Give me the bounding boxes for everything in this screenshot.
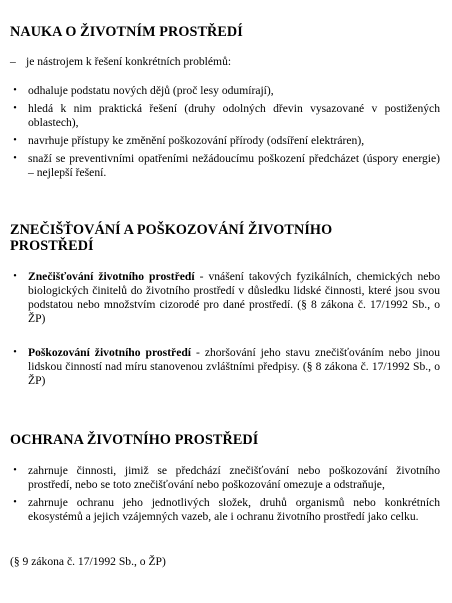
- list-item: [10, 464, 440, 492]
- definition-list: [10, 346, 440, 392]
- list-item: [10, 496, 440, 524]
- definition-item: [10, 270, 440, 326]
- bullet-icon: •: [13, 347, 17, 358]
- definition-term: Znečišťování životního prostředí: [28, 270, 195, 283]
- section-title-znecistovani: ZNEČIŠŤOVÁNÍ A POŠKOZOVÁNÍ ŽIVOTNÍHO PROSTŘEDÍ: [10, 222, 333, 254]
- definition-list: [10, 270, 440, 330]
- bullet-icon: •: [13, 271, 17, 282]
- list-item-text: zahrnuje ochranu jeho jednotlivých složek, druhů organismů nebo konkrétních ekosystémů a jejich vzájemných vazeb, ale i ochranu životního prostředí jako celku.: [28, 496, 440, 523]
- list-item-text: hledá k nim praktická řešení (druhy odolných dřevin vysazované v postižených oblastech),: [28, 102, 440, 129]
- definition-item: [10, 346, 440, 388]
- intro-line: [10, 55, 440, 69]
- bullet-icon: •: [13, 497, 17, 508]
- list-item-text: odhaluje podstatu nových dějů (proč lesy odumírají),: [28, 84, 274, 97]
- list-item: [10, 102, 440, 130]
- ochrana-list: [10, 464, 440, 528]
- definition-text: - vnášení takových fyzikálních, chemických nebo biologických činitelů do životního prostředí v důsledku lidské činnosti, které jsou svou podstatou nebo množstvím cizorodé pro dané prostředí. (§ 8 zákona č. 17/1992 Sb., o ŽP): [28, 270, 440, 325]
- bullet-icon: •: [13, 135, 17, 146]
- definition-term: Poškozování životního prostředí: [28, 346, 192, 359]
- bullet-icon: •: [13, 153, 17, 164]
- list-item-text: zahrnuje činnosti, jimiž se předchází znečišťování nebo poškozování životního prostředí, nebo se toto znečišťování nebo poškozování omezuje a odstraňuje,: [28, 464, 440, 491]
- bullet-icon: •: [13, 465, 17, 476]
- bullet-icon: •: [13, 103, 17, 114]
- section-title-nauka: NAUKA O ŽIVOTNÍM PROSTŘEDÍ: [10, 24, 243, 40]
- section-title-ochrana: OCHRANA ŽIVOTNÍHO PROSTŘEDÍ: [10, 432, 259, 448]
- intro-text: je nástrojem k řešení konkrétních problémů:: [26, 55, 232, 68]
- list-item-text: navrhuje přístupy ke změnění poškozování přírody (odsíření elektráren),: [28, 134, 365, 147]
- dash-marker: –: [10, 55, 16, 68]
- list-item: [10, 134, 440, 148]
- definition-text: - zhoršování jeho stavu znečišťováním nebo jinou lidskou činností nad míru stanovenou zvláštními předpisy. (§ 8 zákona č. 17/1992 Sb., o ŽP): [28, 346, 440, 387]
- bullet-icon: •: [13, 85, 17, 96]
- nauka-list: [10, 84, 440, 184]
- list-item-text: snaží se preventivními opatřeními nežádoucímu poškození předcházet (úspory energie) – nejlepší řešení.: [28, 152, 440, 179]
- list-item: [10, 152, 440, 180]
- list-item: [10, 84, 440, 98]
- legal-reference: (§ 9 zákona č. 17/1992 Sb., o ŽP): [10, 555, 166, 568]
